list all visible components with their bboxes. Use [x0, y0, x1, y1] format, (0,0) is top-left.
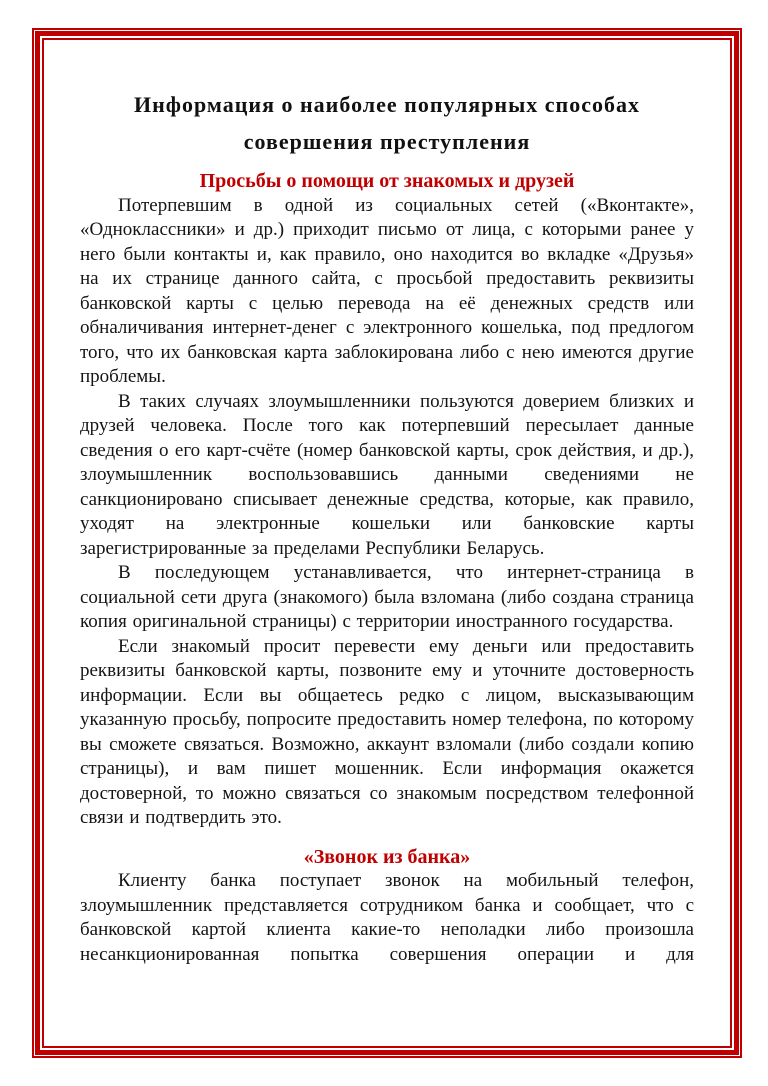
paragraph-verification-advice: Если знакомый просит перевести ему деньги или предоставить реквизиты банковской карты, позвоните ему и уточните достоверность информации. Если вы общаетесь редко с лицом, высказывающим указанную просьбу, попросите предоставить номер телефона, по которому вы сможете связаться. Возможно, аккаунт взломали (либо создали копию страницы), и вам пишет мошенник. Если информация окажется достоверной, то можно связаться со знакомым посредством телефонной связи и подтвердить это. — [80, 635, 694, 828]
document-title-line-1: Информация о наиболее популярных способах — [134, 92, 640, 117]
paragraph-trust-abuse: В таких случаях злоумышленники пользуются доверием близких и друзей человека. После того как потерпевший пересылает данные сведения о его карт-счёте (номер банковской карты, срок действия, и др.), злоумышленник воспользовавшись данными сведениями не санкционировано списывает денежные средства, которые, как правило, уходят на электронные кошельки или банковские карты зарегистрированные за пределами Республики Беларусь. — [80, 390, 694, 559]
document-title — [80, 86, 694, 160]
decorative-border-inner-line — [42, 38, 732, 1048]
decorative-border-middle-line — [35, 31, 739, 1055]
decorative-border-frame — [32, 28, 742, 1058]
paragraph-hacked-page-origin: В последующем устанавливается, что интернет-страница в социальной сети друга (знакомого) была взломана (либо создана страница копия оригинальной страницы) с территории иностранного государства. — [80, 562, 694, 632]
paragraph-social-network-letter: Потерпевшим в одной из социальных сетей («Вконтакте», «Одноклассники» и др.) приходит письмо от лица, с которыми ранее у него были контакты и, как правило, оно находится во вкладке «Друзья» на их странице данного сайта, с просьбой предоставить реквизиты банковской карты с целью перевода на её денежных средств или обналичивания интернет-денег с электронного кошелька, под предлогом того, что их банковская карта заблокирована либо с нею имеются другие проблемы. — [80, 194, 694, 387]
section-heading-bank-call: «Звонок из банка» — [303, 845, 471, 868]
section-heading-help-requests: Просьбы о помощи от знакомых и друзей — [199, 170, 575, 192]
paragraph-bank-call-scheme: Клиенту банка поступает звонок на мобильный телефон, злоумышленник представляется сотрудником банка и сообщает, что с банковской картой клиента какие-то неполадки либо произошла несанкционированная попытка совершения операции и для — [80, 870, 694, 965]
document-page — [44, 40, 730, 967]
document-title-line-2: совершения преступления — [243, 129, 531, 154]
